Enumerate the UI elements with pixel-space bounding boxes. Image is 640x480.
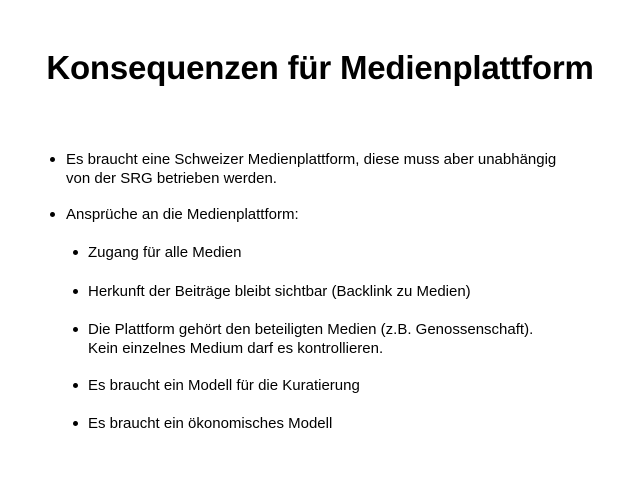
sub-bullet-item <box>88 320 533 358</box>
bullet-text-line: Es braucht eine Schweizer Medienplattform, diese muss aber unabhängig <box>66 151 557 168</box>
bullet-text-line: Es braucht ein Modell für die Kuratierung <box>88 377 360 394</box>
bullet-dot-icon <box>73 383 78 388</box>
bullet-dot-icon <box>73 421 78 426</box>
bullet-text-line: Die Plattform gehört den beteiligten Medien (z.B. Genossenschaft). <box>88 321 534 338</box>
sub-bullet-item <box>88 414 332 433</box>
bullet-dot-icon <box>73 250 78 255</box>
bullet-dot-icon <box>50 157 55 162</box>
sub-bullet-item <box>88 376 360 395</box>
bullet-item <box>66 205 299 224</box>
bullet-text-line: Zugang für alle Medien <box>88 244 242 261</box>
bullet-item <box>66 150 556 188</box>
bullet-text-line: Es braucht ein ökonomisches Modell <box>88 415 333 432</box>
slide-title: Konsequenzen für Medienplattform <box>46 49 594 86</box>
bullet-text-line: Kein einzelnes Medium darf es kontrollieren. <box>88 340 384 357</box>
sub-bullet-item <box>88 243 241 262</box>
bullet-dot-icon <box>73 327 78 332</box>
bullet-text-line: von der SRG betrieben werden. <box>66 170 277 187</box>
bullet-text-line: Herkunft der Beiträge bleibt sichtbar (Backlink zu Medien) <box>88 283 471 300</box>
bullet-dot-icon <box>73 289 78 294</box>
bullet-dot-icon <box>50 212 55 217</box>
bullet-text-line: Ansprüche an die Medienplattform: <box>66 206 299 223</box>
sub-bullet-item <box>88 282 471 301</box>
